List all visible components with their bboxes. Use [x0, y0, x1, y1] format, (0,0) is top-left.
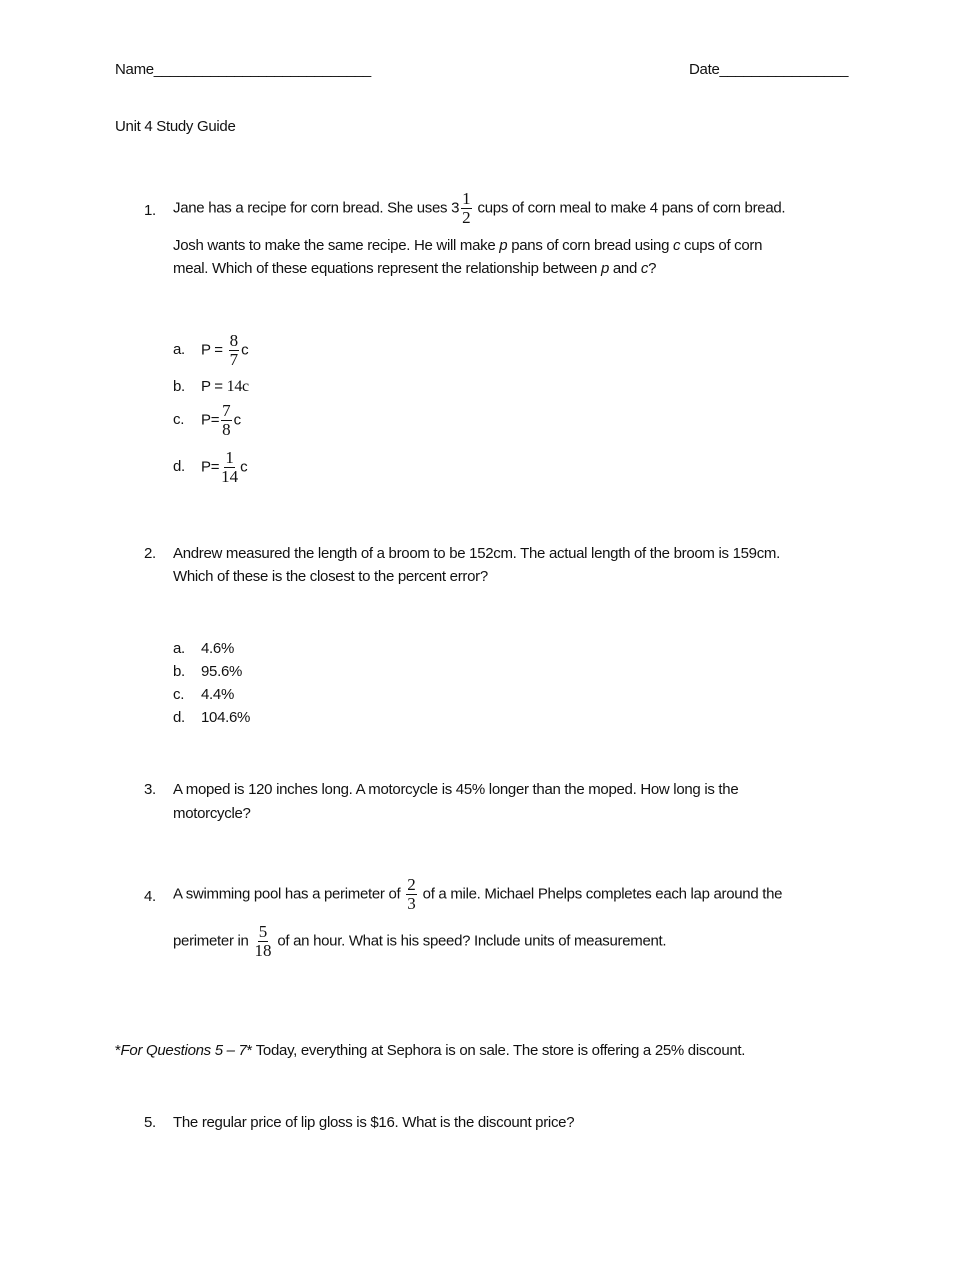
var-c: c [672, 237, 681, 254]
text: 14c [226, 378, 249, 395]
option-d [173, 709, 250, 726]
note-italic: For Questions 5 – 7 [120, 1042, 247, 1059]
text: P= [201, 458, 220, 476]
date-field: Date________________ [689, 61, 849, 78]
name-field: Name___________________________ [115, 61, 371, 78]
question-4-line-1 [173, 876, 782, 913]
text: c [240, 458, 248, 476]
fraction [406, 876, 417, 913]
question-2-line-1: Andrew measured the length of a broom to be 152cm. The actual length of the broom is 159cm. [173, 545, 780, 562]
numerator: 1 [462, 189, 471, 208]
text: of an hour. What is his speed? Include units of measurement. [277, 932, 667, 950]
numerator: 1 [225, 448, 234, 467]
fraction [229, 332, 240, 369]
text: Jane has a recipe for corn bread. She uses 3 [173, 199, 460, 217]
option-letter: c. [173, 411, 185, 429]
option-b [173, 663, 242, 680]
denominator: 3 [407, 894, 416, 913]
question-5-text: The regular price of lip gloss is $16. What is the discount price? [173, 1114, 575, 1131]
denominator: 7 [229, 350, 239, 369]
text: P= [201, 411, 220, 429]
text: * [115, 1042, 121, 1059]
text: A swimming pool has a perimeter of [173, 885, 401, 903]
var-p: p [600, 260, 610, 277]
denominator: 2 [462, 208, 471, 227]
text: of a mile. Michael Phelps completes each lap around the [422, 885, 783, 903]
text: 4.6% [201, 640, 234, 657]
option-c [173, 402, 241, 439]
text: perimeter in [173, 932, 249, 950]
question-1-line-1 [173, 190, 785, 227]
denominator: 8 [222, 420, 231, 439]
denominator: 14 [221, 467, 239, 486]
document-title: Unit 4 Study Guide [115, 118, 236, 135]
text: meal. Which of these equations represent the relationship between [173, 260, 601, 277]
option-letter: b. [173, 378, 185, 395]
text: 95.6% [201, 663, 243, 680]
text: cups of corn [680, 237, 763, 254]
question-number: 2. [144, 545, 156, 562]
numerator: 2 [407, 875, 416, 894]
question-1-line-2 [173, 237, 762, 254]
text: P = [201, 341, 227, 359]
option-a [173, 332, 248, 369]
text: Today, everything at Sephora is on sale. The store is offering a 25% discount. [252, 1042, 746, 1059]
option-a [173, 640, 234, 657]
numerator: 8 [229, 331, 239, 350]
option-c [173, 686, 234, 703]
option-letter: a. [173, 640, 185, 657]
var-c: c [640, 260, 649, 277]
fraction [254, 923, 271, 960]
option-letter: d. [173, 458, 185, 476]
text: P = [201, 378, 227, 395]
denominator: 18 [254, 941, 272, 960]
fraction [461, 190, 472, 227]
text: and [609, 260, 641, 277]
var-p: p [499, 237, 508, 254]
option-letter: b. [173, 663, 185, 680]
questions-5-7-note [115, 1042, 745, 1059]
option-d [173, 449, 247, 486]
option-letter: d. [173, 709, 185, 726]
question-number: 3. [144, 781, 156, 798]
text: * [246, 1042, 253, 1059]
text: pans of corn bread using [507, 237, 673, 254]
numerator: 7 [222, 401, 231, 420]
question-1-line-3 [173, 260, 656, 277]
question-3-line-1: A moped is 120 inches long. A motorcycle is 45% longer than the moped. How long is the [173, 781, 739, 798]
option-letter: c. [173, 686, 185, 703]
question-number: 1. [144, 202, 156, 219]
question-number: 5. [144, 1114, 156, 1131]
text: c [241, 341, 249, 359]
fraction [221, 402, 232, 439]
question-2-line-2: Which of these is the closest to the percent error? [173, 568, 488, 585]
text: cups of corn meal to make 4 pans of corn bread. [477, 199, 786, 217]
fraction [221, 449, 238, 486]
text: Josh wants to make the same recipe. He will make [173, 237, 500, 254]
question-number: 4. [144, 888, 156, 905]
option-b [173, 378, 249, 396]
text: 104.6% [201, 709, 251, 726]
question-3-line-2: motorcycle? [173, 805, 251, 822]
text: 4.4% [201, 686, 234, 703]
text: c [233, 411, 241, 429]
numerator: 5 [258, 922, 268, 941]
option-letter: a. [173, 341, 185, 359]
text: ? [648, 260, 657, 277]
question-4-line-2 [173, 923, 666, 960]
